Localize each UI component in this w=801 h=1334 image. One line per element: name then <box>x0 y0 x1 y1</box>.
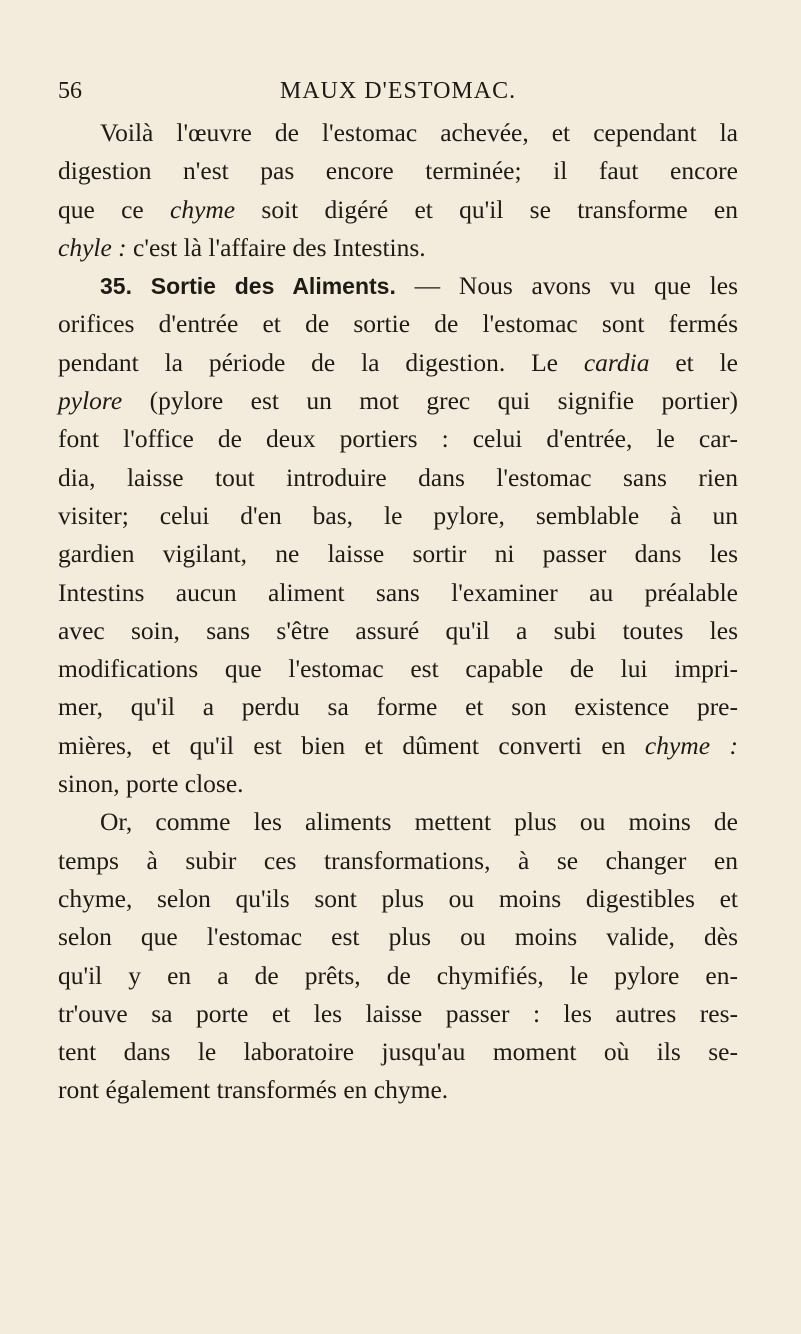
text-line: ront également transformés en chyme. <box>58 1075 449 1105</box>
text-line: modifications que l'estomac est capable de lui impri- <box>58 654 738 684</box>
text-line: avec soin, sans s'être assuré qu'il a subi toutes les <box>58 615 738 645</box>
text-line: pylore (pylore est un mot grec qui signifie portier) <box>58 386 738 416</box>
text-line: gardien vigilant, ne laisse sortir ni passer dans les <box>58 539 738 569</box>
text-line: sinon, porte close. <box>58 769 244 799</box>
term-pylore: pylore <box>58 386 123 416</box>
page-header <box>58 76 738 106</box>
term-chyle: chyle : <box>58 232 127 262</box>
text-line: orifices d'entrée et de sortie de l'estomac sont fermés <box>58 309 738 339</box>
text-line: chyle : c'est là l'affaire des Intestins. <box>58 232 426 262</box>
section-title: Sortie des Aliments. <box>131 273 396 300</box>
text-line: selon que l'estomac est plus ou moins valide, dès <box>58 922 738 952</box>
text-line: tr'ouve sa porte et les laisse passer : les autres res- <box>58 998 738 1028</box>
text-line: pendant la période de la digestion. Le cardia et le <box>58 347 738 377</box>
text-line: temps à subir ces transformations, à se changer en <box>58 845 738 875</box>
text-line: chyme, selon qu'ils sont plus ou moins digestibles et <box>58 883 738 913</box>
text-line: Intestins aucun aliment sans l'examiner au préalable <box>58 577 738 607</box>
text-line: mières, et qu'il est bien et dûment converti en chyme : <box>58 730 738 760</box>
body-text <box>58 114 738 1110</box>
text-line: Voilà l'œuvre de l'estomac achevée, et cependant la <box>100 118 738 147</box>
section-heading-line: 35. Sortie des Aliments. — Nous avons vu que les <box>100 271 739 301</box>
term-cardia: cardia <box>583 347 650 377</box>
section-number: 35. <box>100 273 132 300</box>
text-line: digestion n'est pas encore terminée; il faut encore <box>58 156 738 186</box>
text-line: mer, qu'il a perdu sa forme et son existence pre- <box>58 692 738 722</box>
text-line: Or, comme les aliments mettent plus ou moins de <box>100 807 738 837</box>
text-line: visiter; celui d'en bas, le pylore, semblable à un <box>58 500 738 530</box>
text-line: tent dans le laboratoire jusqu'au moment où ils se- <box>58 1037 738 1067</box>
running-title: MAUX D'ESTOMAC. <box>279 78 517 104</box>
text-line: font l'office de deux portiers : celui d'entrée, le car- <box>58 424 738 454</box>
text-line: dia, laisse tout introduire dans l'estomac sans rien <box>58 462 738 492</box>
term-chyme: chyme <box>170 194 236 224</box>
term-chyme: chyme : <box>644 730 738 760</box>
text-line: que ce chyme soit digéré et qu'il se transforme en <box>58 194 738 224</box>
text-line: qu'il y en a de prêts, de chymifiés, le pylore en- <box>58 960 738 990</box>
page-number: 56 <box>58 78 82 104</box>
